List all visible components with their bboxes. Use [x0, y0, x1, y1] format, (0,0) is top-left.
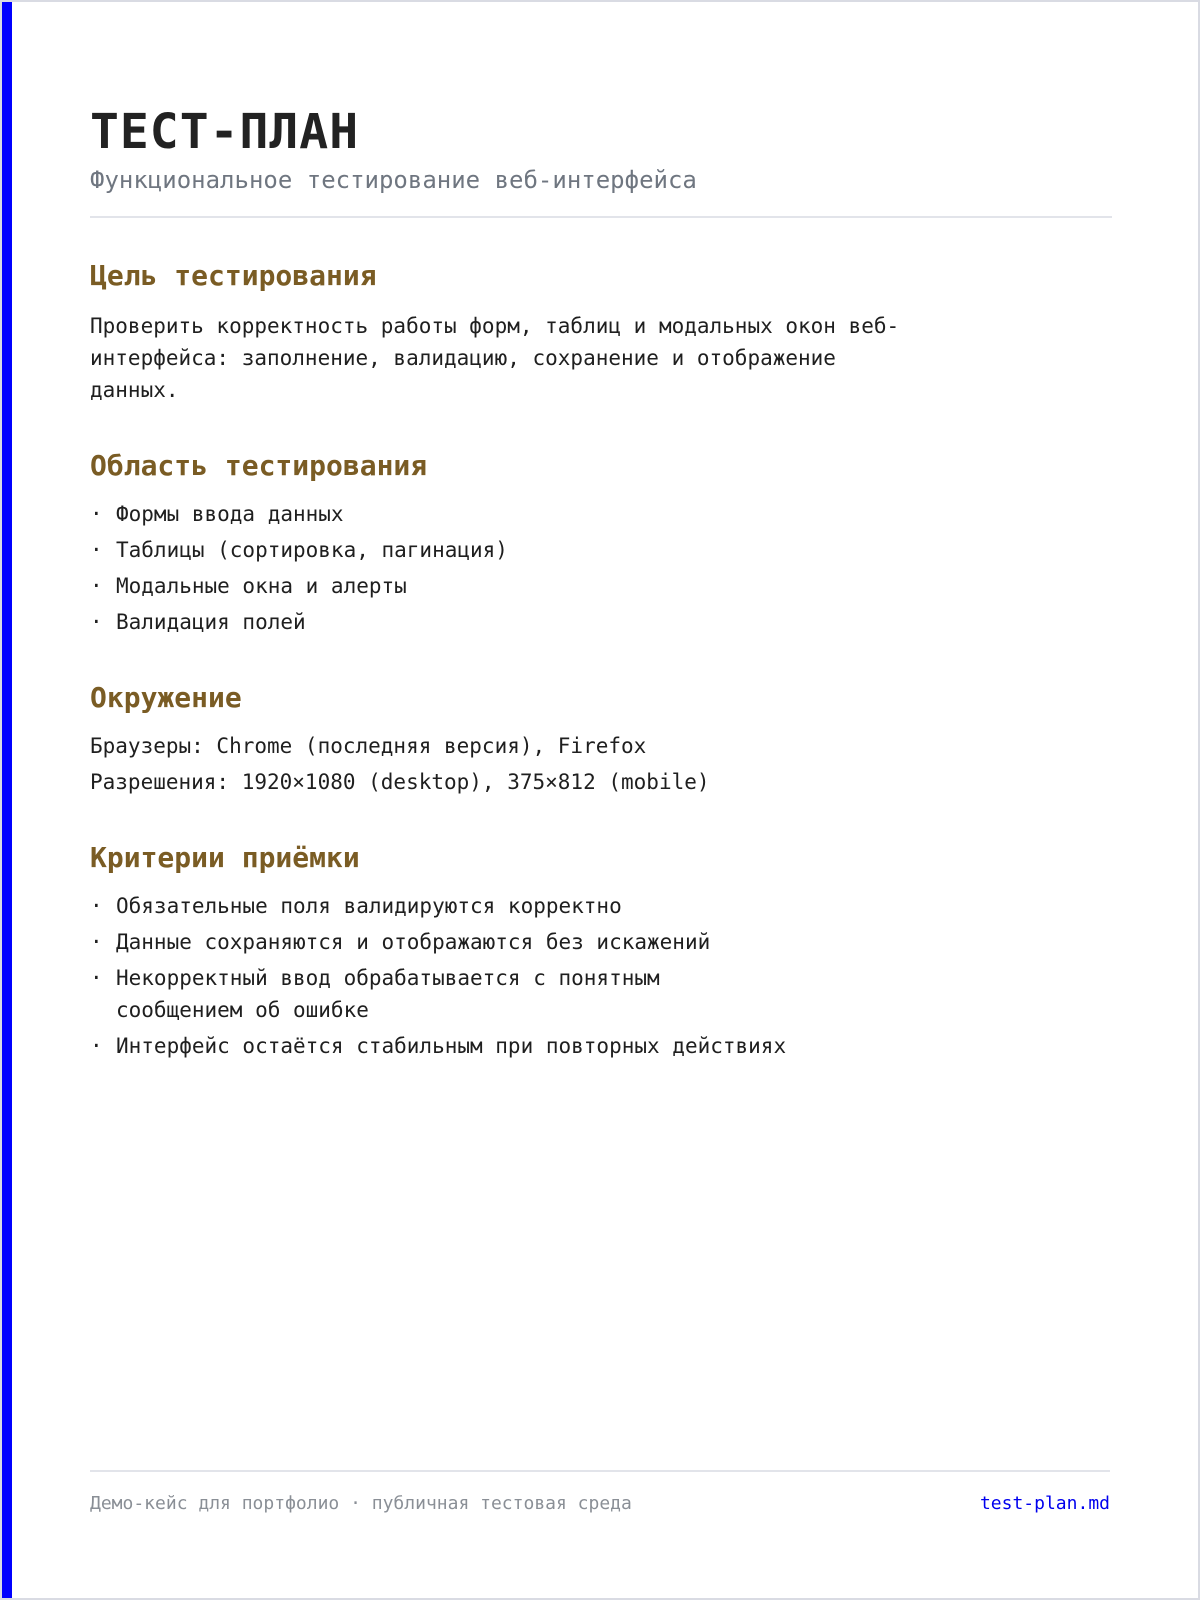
- list-item: [90, 890, 750, 922]
- list-item: [90, 534, 1112, 566]
- header-divider: [90, 216, 1112, 218]
- accent-left-bar: [2, 2, 12, 1598]
- bullet-dot-icon: ·: [90, 574, 103, 598]
- list-item-text: Данные сохраняются и отображаются без искажений: [116, 930, 711, 954]
- section-title-acceptance: Критерии приёмки: [90, 841, 360, 874]
- bullet-dot-icon: ·: [90, 1034, 103, 1058]
- section-title-scope: Область тестирования: [90, 449, 428, 482]
- list-item: [90, 1030, 956, 1062]
- bullet-dot-icon: ·: [90, 538, 103, 562]
- list-item: [90, 962, 750, 1026]
- bullet-dot-icon: ·: [90, 930, 103, 954]
- file-name-link[interactable]: test-plan.md: [979, 1493, 1110, 1514]
- list-item: [90, 606, 1112, 638]
- page-title: ТЕСТ-ПЛАН: [90, 104, 360, 160]
- section-title-environment: Окружение: [90, 681, 242, 714]
- scope-list: [90, 498, 1112, 638]
- bullet-dot-icon: ·: [90, 966, 103, 990]
- list-item: [90, 570, 1112, 602]
- section-title-goal: Цель тестирования: [90, 259, 377, 292]
- page-footer: [90, 1470, 1110, 1516]
- section-environment: [90, 680, 1112, 798]
- bullet-dot-icon: ·: [90, 502, 103, 526]
- footer-note: Демо-кейс для портфолио · публичная тестовая среда: [90, 1493, 632, 1514]
- document-content: [90, 102, 1112, 1066]
- acceptance-list: [90, 890, 787, 1062]
- list-item-text: Модальные окна и алерты: [116, 574, 407, 598]
- list-item-text: Некорректный ввод обрабатывается с понятным сообщением об ошибке: [116, 966, 660, 1022]
- page-subtitle: Функциональное тестирование веб-интерфейса: [90, 166, 697, 194]
- environment-resolutions: Разрешения: 1920×1080 (desktop), 375×812 (mobile): [90, 770, 710, 794]
- bullet-dot-icon: ·: [90, 894, 103, 918]
- goal-text: Проверить корректность работы форм, таблиц и модальных окон веб-интерфейса: заполнение, валидацию, сохранение и отображение данных.: [90, 314, 900, 402]
- section-acceptance: [90, 840, 1112, 1062]
- list-item: [90, 926, 876, 958]
- list-item-text: Обязательные поля валидируются корректно: [116, 894, 622, 918]
- list-item-text: Интерфейс остаётся стабильным при повторных действиях: [116, 1034, 787, 1058]
- section-scope: [90, 448, 1112, 638]
- list-item-text: Формы ввода данных: [116, 502, 344, 526]
- section-goal: [90, 258, 1112, 406]
- bullet-dot-icon: ·: [90, 610, 103, 634]
- environment-browsers: Браузеры: Chrome (последняя версия), Firefox: [90, 734, 647, 758]
- list-item-text: Таблицы (сортировка, пагинация): [116, 538, 508, 562]
- list-item-text: Валидация полей: [116, 610, 306, 634]
- list-item: [90, 498, 1112, 530]
